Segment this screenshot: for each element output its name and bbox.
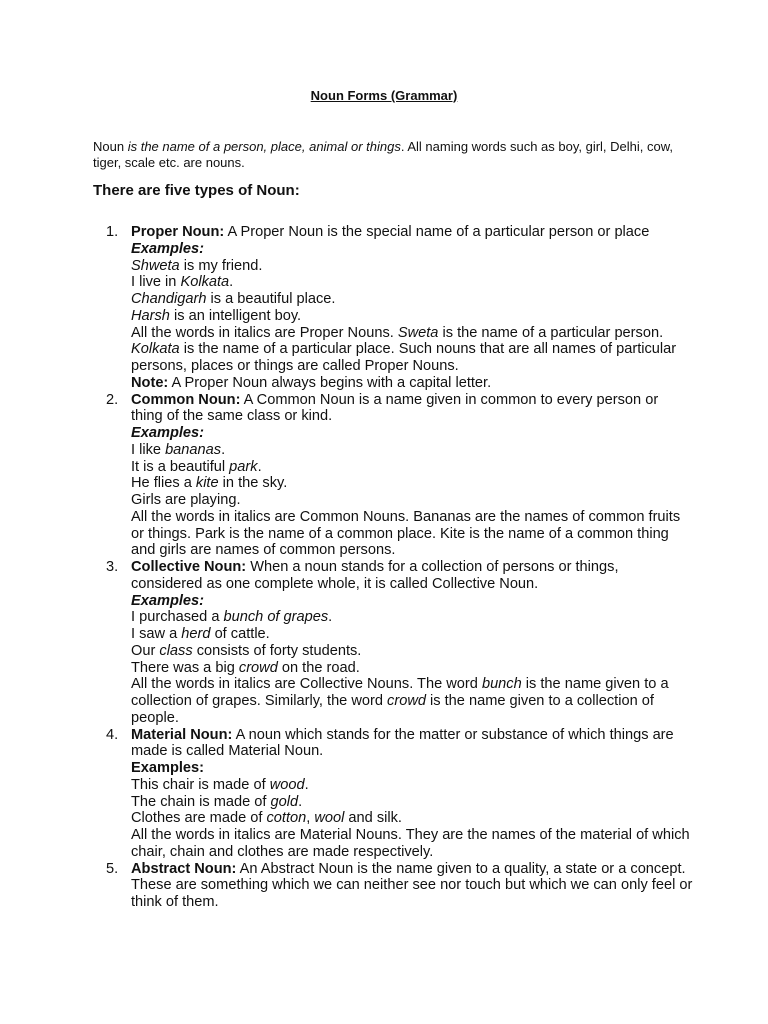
noun-types-list: [93, 224, 693, 911]
explanation-italic: Sweta: [397, 324, 439, 341]
example-italic: gold: [270, 793, 299, 810]
intro-rest: . All naming words such as boy, girl, Delhi, cow, tiger, scale etc. are nouns.: [93, 139, 674, 170]
item-definition: A noun which stands for the matter or substance of which things are made is called Material Noun.: [131, 726, 674, 760]
list-item-proper-noun: [93, 224, 693, 392]
example-before: I saw a: [131, 626, 182, 642]
note-text: A Proper Noun always begins with a capital letter.: [168, 374, 492, 391]
explanation-text: is the name of a particular place. Such nouns that are all names of particular persons, places or things are called Proper Nouns.: [131, 341, 677, 374]
example-line: [131, 442, 693, 459]
explanation-text: is the name given to a collection of people.: [131, 693, 654, 726]
example-line: [131, 459, 693, 476]
example-separator: ,: [306, 810, 315, 827]
item-explanation: [131, 325, 693, 375]
intro-lead: Noun: [93, 139, 128, 154]
example-line: [131, 777, 693, 794]
example-line: [131, 626, 693, 643]
example-after: .: [221, 441, 226, 458]
intro-paragraph: [93, 139, 683, 171]
example-after: .: [328, 609, 333, 626]
example-before: There was a big: [131, 659, 239, 676]
explanation-text: All the words in italics are Collective Nouns. The word: [131, 676, 482, 693]
example-italic: Shweta: [131, 257, 180, 274]
intro-definition: is the name of a person, place, animal or things: [127, 139, 401, 154]
example-italic: cotton: [266, 810, 307, 827]
example-after: .: [229, 274, 234, 291]
item-explanation: [131, 676, 693, 726]
example-italic: class: [159, 642, 193, 659]
example-line: [131, 643, 693, 660]
example-line: [131, 274, 693, 291]
explanation-italic: crowd: [387, 693, 426, 709]
list-item-material-noun: [93, 727, 693, 861]
example-before: I live in: [131, 274, 181, 291]
example-italic: herd: [181, 626, 211, 642]
example-after: is an intelligent boy.: [169, 307, 302, 324]
example-before: Clothes are made of: [131, 810, 267, 827]
example-after: and silk.: [344, 810, 402, 827]
item-explanation: All the words in italics are Common Nouns. Bananas are the names of common fruits or things. Park is the name of a common place. Kite is the name of a common thing and girls are names of common persons.: [131, 508, 681, 559]
item-definition-line: [131, 861, 693, 911]
item-heading: Collective Noun:: [131, 559, 247, 575]
example-line: [131, 291, 693, 308]
example-after: is my friend.: [179, 257, 263, 274]
types-heading: There are five types of Noun:: [93, 182, 300, 199]
examples-label: Examples:: [131, 240, 205, 257]
item-definition-line: [131, 727, 693, 761]
example-line: [131, 308, 693, 325]
item-explanation: All the words in italics are Material Nouns. They are the names of the material of which chair, chain and clothes are made respectively.: [131, 827, 690, 860]
example-italic: bananas: [165, 441, 222, 458]
explanation-italic: bunch: [481, 676, 522, 693]
item-heading: Proper Noun:: [131, 224, 225, 240]
item-note: [131, 375, 693, 392]
example-italic: wool: [314, 810, 345, 827]
example-before: I like: [131, 441, 166, 458]
example-after: in the sky.: [218, 475, 288, 492]
example-line: [131, 810, 693, 827]
item-heading: Common Noun:: [131, 391, 241, 408]
example-italic: Chandigarh: [131, 291, 207, 307]
list-item-collective-noun: [93, 559, 693, 727]
item-heading: Abstract Noun:: [131, 860, 237, 877]
example-line: [131, 258, 693, 275]
document-title: Noun Forms (Grammar): [310, 88, 458, 103]
example-after: of cattle.: [210, 626, 270, 642]
examples-label: Examples:: [131, 425, 205, 441]
item-number: 1.: [106, 224, 119, 240]
example-italic: kite: [195, 475, 219, 492]
item-number: 5.: [106, 860, 119, 877]
example-before: Our: [131, 642, 160, 659]
example-before: He flies a: [131, 475, 196, 492]
example-before: I purchased a: [131, 609, 224, 626]
example-italic: wood: [269, 776, 305, 793]
example-line: [131, 660, 693, 677]
item-definition-line: [131, 559, 693, 593]
list-item-common-noun: [93, 392, 693, 560]
explanation-italic: Kolkata: [131, 341, 180, 358]
example-after: .: [298, 793, 303, 810]
example-after: on the road.: [277, 659, 360, 676]
example-line: Girls are playing.: [131, 492, 241, 508]
examples-label: Examples:: [131, 592, 205, 609]
item-definition-line: [131, 392, 693, 426]
example-italic: Kolkata: [180, 274, 230, 291]
note-label: Note:: [131, 374, 169, 391]
item-definition-line: [131, 224, 693, 241]
item-number: 2.: [106, 391, 119, 408]
list-item-abstract-noun: [93, 861, 693, 911]
item-number: 4.: [106, 726, 119, 743]
example-before: This chair is made of: [131, 776, 270, 793]
explanation-text: All the words in italics are Proper Nouns.: [131, 324, 398, 341]
item-definition: A Proper Noun is the special name of a particular person or place: [224, 224, 650, 240]
example-after: .: [257, 458, 262, 475]
example-after: .: [304, 776, 309, 793]
item-definition: When a noun stands for a collection of persons or things, considered as one complete whole, it is called Collective Noun.: [131, 559, 619, 592]
item-definition: An Abstract Noun is the name given to a quality, a state or a concept. These are something which we can neither see nor touch but which we can only feel or think of them.: [131, 860, 693, 910]
examples-label: Examples:: [131, 760, 205, 776]
explanation-text: is the name of a particular person.: [438, 324, 664, 341]
item-heading: Material Noun:: [131, 726, 233, 743]
example-italic: Harsh: [131, 307, 170, 324]
example-line: [131, 475, 693, 492]
explanation-text: is the name given to a collection of grapes. Similarly, the word: [131, 676, 669, 709]
example-after: consists of forty students.: [192, 642, 362, 659]
example-italic: crowd: [238, 659, 278, 676]
example-before: The chain is made of: [131, 793, 271, 810]
item-number: 3.: [106, 559, 119, 575]
example-after: is a beautiful place.: [206, 291, 336, 307]
example-italic: bunch of grapes: [223, 609, 329, 626]
example-italic: park: [229, 458, 258, 475]
item-definition: A Common Noun is a name given in common to every person or thing of the same class or kind.: [131, 391, 659, 425]
example-line: [131, 609, 693, 626]
example-line: [131, 794, 693, 811]
example-before: It is a beautiful: [131, 458, 230, 475]
